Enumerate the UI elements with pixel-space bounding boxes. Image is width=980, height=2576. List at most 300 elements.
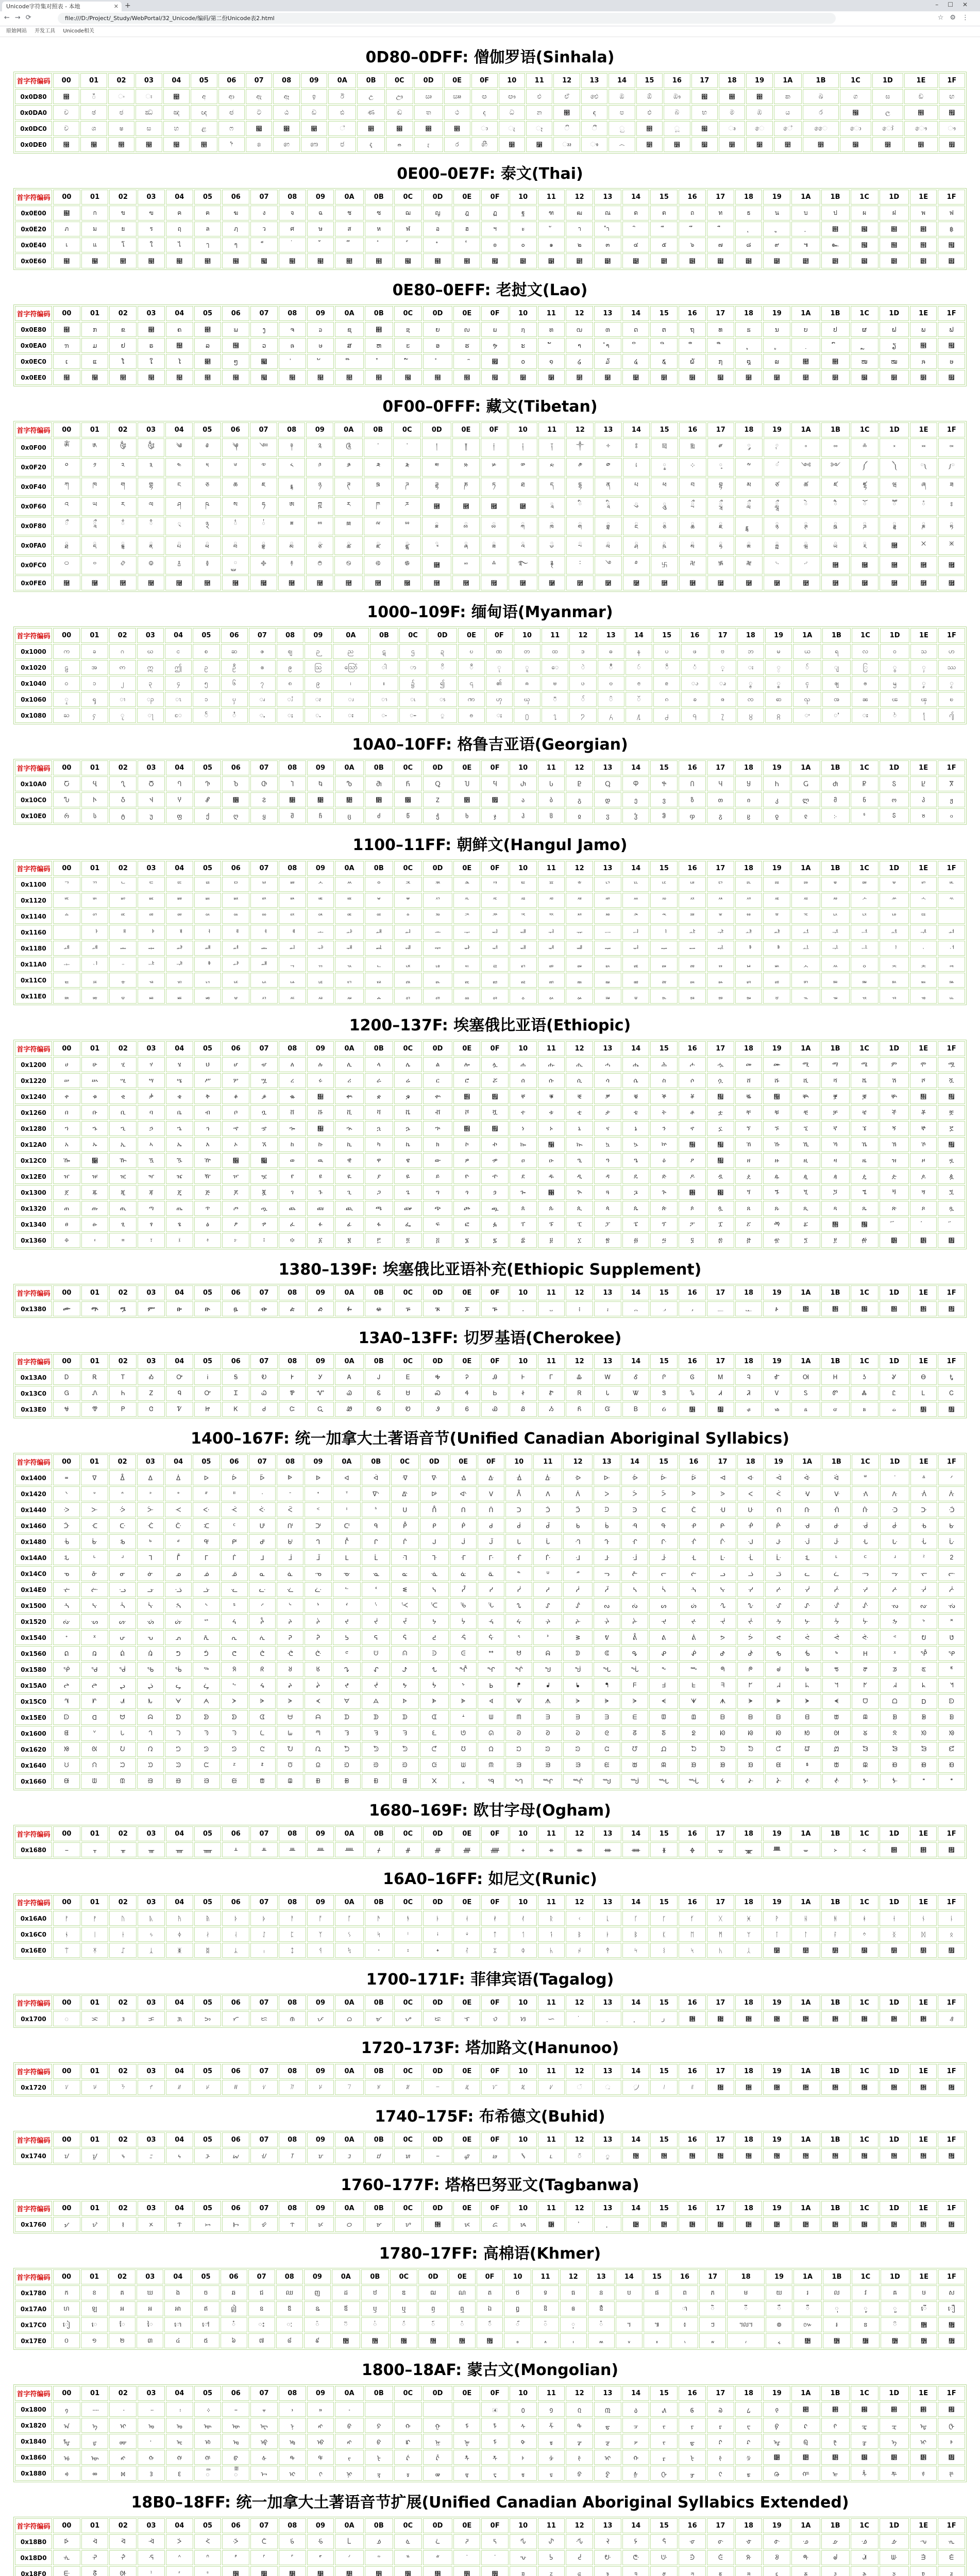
character-cell: ᝰ (510, 2217, 537, 2232)
character-cell: ዙ (763, 1153, 790, 1168)
character-cell: ጳ (594, 1201, 621, 1216)
character-cell: ᚕ (650, 1842, 678, 1857)
character-cell: ๬ (394, 253, 422, 268)
character-cell: ះ (248, 2317, 275, 2332)
character-cell: ሾ (910, 1073, 937, 1088)
character-cell: ៿ (938, 2333, 965, 2348)
column-header: 11 (538, 2201, 565, 2216)
character-cell: ጀ (53, 1185, 80, 1200)
character-cell: ᝢ (109, 2217, 137, 2232)
character-cell: ၆ (221, 676, 248, 691)
column-header: 0D (423, 1895, 452, 1910)
character-cell: ᣭ (880, 2550, 909, 2565)
character-cell: ᗎ (450, 1694, 477, 1709)
column-header: 08 (278, 422, 306, 437)
character-cell: ᚞ (910, 1842, 937, 1857)
character-cell: ᄺ (791, 893, 820, 908)
character-cell: ၥ (193, 692, 219, 707)
column-header: 1C (852, 2269, 879, 2284)
character-cell: ᇮ (453, 989, 480, 1004)
column-header: 07 (250, 1041, 278, 1056)
navigation-icons[interactable]: ←→⟳ (4, 14, 37, 22)
character-cell: ጢ (109, 1201, 137, 1216)
character-cell: ᘧ (249, 1742, 276, 1757)
character-cell: අ (191, 89, 217, 104)
character-cell: ᅤ (166, 925, 193, 940)
character-cell: ካ (365, 1137, 393, 1152)
character-cell: ᗑ (533, 1694, 562, 1709)
character-cell: უ (138, 808, 165, 823)
character-cell: ტ (109, 808, 137, 823)
character-cell: ᓵ (649, 1582, 678, 1597)
column-header: 1B (821, 1041, 850, 1056)
character-cell: ᡔ (622, 2434, 650, 2449)
character-cell: ༘ (735, 438, 763, 457)
column-header: 0A (335, 2132, 363, 2147)
character-cell: ກ (81, 322, 109, 337)
character-cell: ᓤ (165, 1582, 192, 1597)
character-cell: ᏽ (880, 1402, 909, 1417)
character-cell: ᕬ (391, 1646, 419, 1661)
character-cell: ࿻ (821, 575, 850, 590)
column-header: 1F (938, 190, 965, 205)
character-cell: ࿎ (452, 556, 479, 574)
close-tab-icon[interactable]: ✕ (113, 3, 119, 10)
character-cell: ๕ (650, 238, 678, 252)
character-cell: ᘸ (737, 1742, 764, 1757)
character-cell: ႘ (737, 708, 764, 723)
unicode-block-table (13, 2384, 967, 2482)
character-cell: Ꮿ (481, 1402, 508, 1417)
column-header: 05 (194, 1285, 222, 1300)
character-cell: Ꮱ (81, 1402, 109, 1417)
character-cell: ྫ (364, 536, 392, 555)
column-header: 10 (510, 1895, 537, 1910)
character-cell: ላ (365, 1057, 393, 1072)
column-header: 06 (222, 2386, 249, 2401)
column-header: 0E (453, 1895, 480, 1910)
character-cell: ฼ (851, 222, 878, 236)
character-cell: ᓹ (765, 1582, 792, 1597)
column-header: 0C (399, 628, 427, 643)
column-header: 0F (481, 422, 508, 437)
character-cell: ᢕ (650, 2466, 678, 2481)
character-cell: ៯ (477, 2333, 503, 2348)
character-cell: ᎙ (763, 1301, 790, 1316)
character-cell: ᒕ (649, 1534, 678, 1549)
character-cell: ࿋ (364, 556, 392, 574)
character-cell: ᢂ (109, 2466, 137, 2481)
character-cell: ྩ (306, 536, 333, 555)
character-cell: Ⴃ (138, 776, 165, 791)
character-cell: ᣉ (763, 2534, 790, 2549)
character-cell: ჳ (594, 808, 621, 823)
character-cell: ጯ (481, 1201, 508, 1216)
character-cell: ຍ (423, 322, 452, 337)
character-cell: ᇰ (510, 989, 537, 1004)
character-cell: ᓉ (305, 1566, 331, 1581)
column-header: 0B (370, 628, 398, 643)
character-cell: မ (765, 644, 792, 659)
character-cell: ᒋ (362, 1534, 390, 1549)
column-header: 1E (910, 190, 937, 205)
character-cell: ᑅ (193, 1502, 219, 1517)
row-header: 0x1640 (15, 1758, 52, 1773)
character-cell: ᡀ (53, 2434, 80, 2449)
character-cell: ྥ (194, 536, 221, 555)
character-cell: ᡡ (81, 2450, 109, 2465)
character-cell: ᘷ (709, 1742, 736, 1757)
character-cell: ཁ (81, 478, 109, 496)
character-cell: ᘯ (478, 1742, 504, 1757)
column-header: 0D (423, 2518, 452, 2533)
character-cell: ᐐ (505, 1470, 532, 1485)
column-header: 0C (394, 861, 422, 876)
character-cell: ዲ (566, 1169, 593, 1184)
character-cell: ᠘ (735, 2402, 763, 2417)
character-cell: ᑗ (709, 1502, 736, 1517)
column-header: 03 (138, 1354, 165, 1369)
column-header: 16 (679, 760, 706, 775)
character-cell: ᆳ (594, 957, 621, 972)
column-header: 18 (737, 1454, 764, 1469)
character-cell: ໢ (109, 370, 137, 385)
character-cell: ᚡ (81, 1911, 109, 1926)
column-header: 09 (307, 306, 334, 321)
column-header: 12 (560, 2269, 587, 2284)
character-cell: ቈ (279, 1089, 306, 1104)
character-cell: စ (193, 644, 219, 659)
character-cell: ၗ (709, 676, 736, 691)
character-cell: Ⴝ (880, 776, 909, 791)
character-cell: ༿ (938, 458, 965, 477)
character-cell: ᑈ (277, 1502, 303, 1517)
character-cell: Ꮰ (53, 1402, 80, 1417)
character-cell: ᣽ (423, 2566, 452, 2576)
character-cell: ᄅ (194, 877, 222, 892)
character-cell: ᝾ (910, 2217, 937, 2232)
character-cell: ᎞ (910, 1301, 937, 1316)
character-cell: ዞ (910, 1153, 937, 1168)
character-cell: ᗀ (53, 1694, 80, 1709)
character-cell: ๷ (707, 253, 734, 268)
column-header: 0F (481, 2132, 508, 2147)
character-cell: ძ (365, 808, 393, 823)
column-header: 06 (222, 1041, 249, 1056)
character-cell: ᘘ (737, 1726, 764, 1741)
character-cell: ᕭ (420, 1646, 449, 1661)
table-row (15, 1153, 965, 1168)
character-cell: ៹ (766, 2333, 792, 2348)
character-cell: ද (471, 105, 498, 120)
column-header: 05 (194, 1995, 222, 2010)
character-cell: ሂ (109, 1057, 137, 1072)
character-cell: ᚅ (194, 1842, 222, 1857)
character-cell: ᇉ (307, 973, 334, 988)
character-cell: ᠠ (53, 2418, 80, 2433)
character-cell: ᖥ (193, 1678, 219, 1693)
column-header: 1E (910, 2269, 937, 2284)
character-cell: ᑀ (53, 1502, 80, 1517)
character-cell: ඼ (840, 105, 871, 120)
table-row (15, 1646, 965, 1661)
character-cell: ᢃ (138, 2466, 165, 2481)
character-cell: Ꮨ (735, 1386, 763, 1401)
character-cell: ᜸ (735, 2080, 763, 2095)
character-cell: ᠫ (365, 2418, 393, 2433)
character-cell: ៛ (823, 2317, 851, 2332)
character-cell: ៶ (671, 2333, 698, 2348)
character-cell: ៃ (137, 2317, 163, 2332)
column-header: 10 (510, 1041, 537, 1056)
column-header: 00 (53, 760, 80, 775)
character-cell: ᇷ (707, 989, 734, 1004)
character-cell: ᕗ (709, 1630, 736, 1645)
character-cell: ᘵ (649, 1742, 678, 1757)
character-cell: ᆬ (394, 957, 422, 972)
character-cell: ዢ (109, 1169, 137, 1184)
character-cell: ፉ (307, 1217, 334, 1232)
column-header: 11 (538, 1826, 565, 1841)
corner-header: 首字符编码 (15, 73, 52, 88)
column-header: 04 (166, 1354, 193, 1369)
column-header: 04 (166, 1895, 193, 1910)
character-cell: ᣿ (481, 2566, 508, 2576)
character-cell: ጩ (307, 1201, 334, 1216)
column-header: 06 (222, 760, 249, 775)
character-cell: ᅌ (394, 909, 422, 924)
character-cell: ᖉ (305, 1662, 331, 1677)
column-header: 1B (821, 190, 850, 205)
character-cell: ඖ (664, 89, 690, 104)
character-cell: ᙔ (621, 1758, 648, 1773)
character-cell: ཈ (278, 478, 306, 496)
url-input[interactable]: file:///D:/Project/_Study/WebPortal/32_Unicode/编码/第二份Unicode表2.html (58, 13, 836, 24)
character-cell: ዊ (335, 1153, 363, 1168)
column-header: 19 (763, 2201, 790, 2216)
browser-tab[interactable] (2, 2, 122, 11)
character-cell: ᒎ (450, 1534, 477, 1549)
character-cell: ᠀ (53, 2402, 80, 2417)
character-cell: ዼ (851, 1169, 878, 1184)
column-header: 19 (763, 2386, 790, 2401)
character-cell: ᛎ (453, 1927, 480, 1942)
character-cell: ᄻ (821, 893, 850, 908)
character-cell: Ꮬ (851, 1386, 878, 1401)
new-tab-icon[interactable]: + (125, 2, 131, 10)
character-cell: Ꭳ (138, 1370, 165, 1385)
character-cell: ᑕ (649, 1502, 678, 1517)
column-header: 13 (594, 2064, 621, 2079)
character-cell: ࿒ (566, 556, 594, 574)
character-cell: ᚑ (538, 1842, 565, 1857)
column-header: 18 (735, 1995, 763, 2010)
character-cell: ภ (53, 222, 80, 236)
character-cell: ᐸ (737, 1486, 764, 1501)
character-cell: ᣸ (279, 2566, 306, 2576)
character-cell: ም (880, 1057, 909, 1072)
character-cell: ፯ (481, 1233, 508, 1248)
bookmark-item[interactable]: 开发工具 (35, 28, 56, 34)
character-cell: ᒣ (137, 1550, 164, 1565)
character-cell: ᕻ (822, 1646, 851, 1661)
character-cell: ᝻ (821, 2217, 850, 2232)
character-cell: ཀྵ (306, 497, 333, 516)
character-cell: ᛘ (735, 1927, 763, 1942)
character-cell: ዒ (566, 1153, 593, 1168)
character-cell: ᙈ (277, 1758, 303, 1773)
character-cell (707, 222, 734, 236)
character-cell: ᗮ (450, 1710, 477, 1725)
character-cell: ሤ (166, 1073, 193, 1088)
character-cell: ᕇ (249, 1630, 276, 1645)
column-header: 04 (165, 628, 192, 643)
character-cell: ጺ (791, 1201, 820, 1216)
character-cell: ဩ (305, 660, 331, 675)
character-cell: ቤ (166, 1105, 193, 1120)
character-cell: ᣬ (851, 2550, 878, 2565)
character-cell: ༃ (138, 438, 165, 457)
character-cell: ๥ (194, 253, 222, 268)
character-cell: ྐྵ (764, 536, 791, 555)
character-cell: ລ (194, 338, 222, 353)
character-cell: ᇄ (166, 973, 193, 988)
character-cell: ᆛ (821, 941, 850, 956)
character-cell: Ⴧ (250, 792, 278, 807)
character-cell: ኎ (453, 1121, 480, 1136)
column-header: 1C (851, 2132, 878, 2147)
character-cell: ඥ (191, 105, 217, 120)
character-cell: ᗚ (793, 1694, 821, 1709)
character-cell: Ꭿ (481, 1370, 508, 1385)
character-cell: ᡠ (53, 2450, 80, 2465)
character-cell (735, 338, 763, 353)
table-row (15, 1233, 965, 1248)
character-cell: ᖈ (277, 1662, 303, 1677)
character-cell: ຎ (453, 322, 480, 337)
column-header: 17 (707, 861, 734, 876)
character-cell: ᓒ (563, 1566, 592, 1581)
character-cell: ᕞ (910, 1630, 937, 1645)
column-header: 0D (423, 190, 452, 205)
character-cell: ᑼ (852, 1518, 880, 1533)
column-header: 0D (423, 1354, 452, 1369)
character-cell: ቕ (650, 1089, 678, 1104)
character-cell: ༟ (938, 438, 965, 457)
character-cell (622, 222, 650, 236)
character-cell: Ⴁ (81, 776, 109, 791)
character-cell: ቱ (538, 1105, 565, 1120)
character-cell: එ (526, 89, 552, 104)
character-cell: ᎒ (566, 1301, 593, 1316)
character-cell: ᙉ (305, 1758, 331, 1773)
character-cell: ၖ (681, 676, 708, 691)
window-controls[interactable]: –☐✕ (935, 1, 977, 8)
character-cell: ໯ (481, 370, 508, 385)
character-cell: ෫ (357, 137, 385, 152)
character-cell: ෹ (746, 137, 772, 152)
character-cell: ᇀ (53, 973, 80, 988)
character-cell: ၧ (249, 692, 276, 707)
character-cell: ᕑ (533, 1630, 562, 1645)
character-cell: ฀ (53, 206, 80, 221)
column-header: 03 (138, 2386, 165, 2401)
character-cell: ᙓ (594, 1758, 620, 1773)
character-cell: ཪ (334, 497, 363, 516)
character-cell: ᆧ (250, 957, 278, 972)
character-cell: ጣ (138, 1201, 165, 1216)
character-cell: ᑜ (852, 1502, 880, 1517)
character-cell: ሚ (791, 1057, 820, 1072)
character-cell: ᖄ (165, 1662, 192, 1677)
table-row (15, 1169, 965, 1184)
column-header: 04 (166, 1041, 193, 1056)
character-cell: ᐇ (249, 1470, 276, 1485)
toolbar-icons[interactable]: ☆⚙⋮ (937, 14, 975, 22)
column-header: 06 (222, 861, 249, 876)
column-header: 1E (910, 1041, 937, 1056)
character-cell: ෵ (636, 137, 663, 152)
character-cell: ዡ (81, 1169, 109, 1184)
character-cell: ፽ (880, 1233, 909, 1248)
character-cell: ᗔ (621, 1694, 648, 1709)
character-cell: ༡ (81, 458, 109, 477)
character-cell: ᢺ (335, 2534, 363, 2549)
character-cell: ᅚ (791, 909, 820, 924)
character-cell: ᠴ (622, 2418, 650, 2433)
character-cell: ༇ (250, 438, 277, 457)
character-cell: Ⴐ (510, 776, 537, 791)
character-cell: ኚ (791, 1121, 820, 1136)
character-cell: Ꮊ (791, 1370, 820, 1385)
character-cell: ႛ (822, 708, 851, 723)
character-cell: ᓍ (420, 1566, 449, 1581)
column-header: 05 (194, 1895, 222, 1910)
character-cell: ᖑ (533, 1662, 562, 1677)
character-cell: ෞ (904, 121, 938, 136)
character-cell: ᄿ (938, 893, 965, 908)
character-cell: ሪ (335, 1073, 363, 1088)
character-cell: ᛼ (851, 1943, 878, 1958)
character-cell: ሇ (250, 1057, 278, 1072)
character-cell: ს (81, 808, 109, 823)
character-cell: ᕺ (793, 1646, 821, 1661)
character-cell: ᔼ (852, 1614, 880, 1629)
section-title: 16A0–16FF: 如尼文(Runic) (383, 1870, 597, 1888)
character-cell: ဘ (737, 644, 764, 659)
column-header: 10 (510, 1826, 537, 1841)
character-cell: ᑞ (910, 1502, 937, 1517)
character-cell: ཱི (595, 497, 622, 516)
column-header: 0C (394, 2201, 422, 2216)
character-cell: ។ (616, 2317, 643, 2332)
table-row (15, 2148, 965, 2163)
character-cell: ᣔ (166, 2550, 193, 2565)
character-cell: ᘻ (822, 1742, 851, 1757)
character-cell: ᢓ (594, 2466, 621, 2481)
bookmark-item[interactable]: 原始网站 (6, 28, 27, 34)
character-cell: ༾ (910, 458, 937, 477)
bookmark-item[interactable]: Unicode相关 (63, 28, 94, 34)
character-cell: ᜅ (194, 2011, 222, 2026)
column-header: 0C (394, 2518, 422, 2533)
character-cell: ᇥ (194, 989, 222, 1004)
character-cell: ࿹ (764, 575, 791, 590)
character-cell: ჼ (851, 808, 878, 823)
character-cell: ᐏ (478, 1470, 504, 1485)
column-header: 01 (81, 2386, 109, 2401)
character-cell: ඹ (746, 105, 772, 120)
